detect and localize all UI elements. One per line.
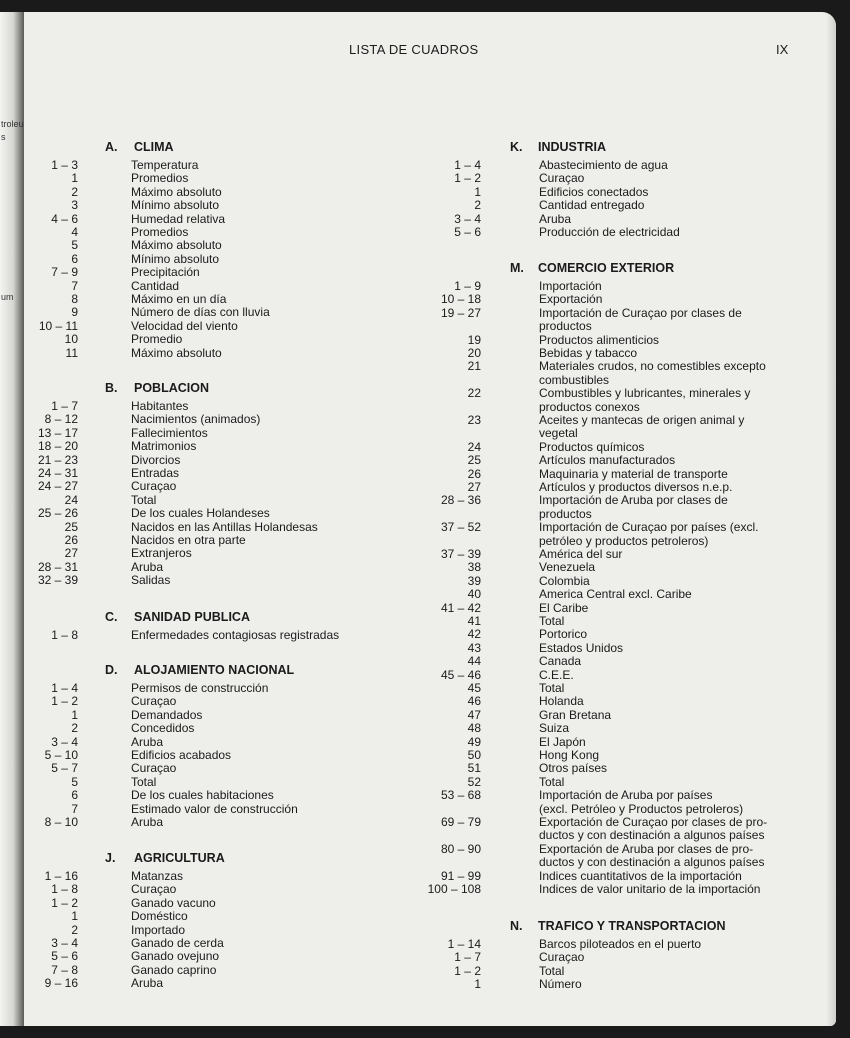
table-number: 8 – 10 — [44, 815, 78, 829]
table-number: 80 – 90 — [440, 841, 481, 856]
entry-label: Fallecimientos — [131, 425, 208, 440]
entry-label: Nacimientos (animados) — [131, 412, 261, 427]
table-number: 5 – 10 — [44, 748, 78, 762]
entry-label: Abastecimiento de agua — [539, 158, 668, 172]
table-number: 8 — [71, 292, 78, 306]
table-number: 37 – 52 — [440, 520, 481, 535]
table-number: 1 – 7 — [454, 950, 481, 965]
section-letter: A. — [105, 140, 118, 154]
entry-label: Permisos de construcción — [131, 681, 269, 695]
entry-label: Máximo absoluto — [131, 184, 222, 199]
entry-label: Aruba — [131, 976, 164, 991]
section-letter: C. — [105, 610, 118, 624]
table-number: 7 — [71, 801, 78, 816]
entry-label: Portorico — [539, 627, 588, 642]
section-letter: J. — [105, 851, 116, 865]
facing-page-fragment: s — [1, 132, 6, 142]
table-number: 24 – 27 — [37, 479, 78, 494]
entry-label: Canada — [539, 654, 582, 669]
entry-label: Concedidos — [131, 721, 195, 736]
table-number: 28 – 31 — [37, 559, 78, 574]
table-number: 39 — [467, 573, 481, 588]
entry-label: Demandados — [131, 707, 203, 722]
entry-label: Aruba — [131, 734, 164, 749]
table-number: 1 – 14 — [447, 937, 481, 951]
entry-label: Cantidad — [131, 278, 180, 293]
table-number: 1 – 4 — [51, 681, 78, 695]
table-number: 26 — [64, 533, 78, 547]
table-number: 5 – 6 — [454, 225, 481, 239]
entry-label-continued: productos — [539, 506, 592, 521]
entry-label: Estimado valor de construcción — [131, 801, 298, 816]
table-number: 9 – 16 — [44, 976, 78, 991]
entry-label: Curaçao — [539, 950, 585, 965]
entry-label: Aruba — [539, 211, 572, 226]
entry-label: Divorcios — [131, 452, 181, 467]
entry-label: Máximo absoluto — [131, 345, 222, 360]
entry-label: Venezuela — [539, 560, 596, 575]
entry-label: Edificios acabados — [131, 748, 232, 762]
table-number: 44 — [467, 654, 481, 669]
entry-label: Exportación de Curaçao por clases de pro- — [539, 815, 768, 829]
entry-label: Total — [539, 614, 565, 628]
entry-label: Maquinaria y material de transporte — [539, 466, 728, 481]
table-number: 22 — [467, 386, 481, 401]
table-number: 2 — [474, 198, 481, 213]
entry-label: Total — [539, 681, 565, 695]
table-number: 5 – 7 — [51, 761, 78, 776]
entry-label: Edificios conectados — [539, 184, 649, 199]
table-number: 45 — [467, 681, 481, 695]
entry-label-continued: combustibles — [539, 372, 610, 387]
entry-label: Cantidad entregado — [539, 198, 645, 213]
table-number: 69 – 79 — [440, 815, 481, 829]
table-number: 100 – 108 — [427, 882, 481, 896]
entry-label: Ganado caprino — [131, 962, 217, 977]
entry-label: Artículos y productos diversos n.e.p. — [539, 480, 733, 494]
entry-label: De los cuales habitaciones — [131, 788, 274, 803]
table-number: 27 — [467, 480, 481, 494]
section-name: AGRICULTURA — [134, 851, 225, 865]
entry-label: Precipitación — [131, 265, 200, 280]
table-number: 10 – 11 — [38, 318, 78, 333]
entry-label: Curaçao — [131, 479, 177, 494]
entry-label: Extranjeros — [131, 546, 192, 561]
table-number: 2 — [71, 922, 78, 937]
table-number: 5 — [71, 774, 78, 789]
entry-label: Aceites y mantecas de origen animal y — [539, 413, 745, 427]
table-number: 3 — [71, 198, 78, 213]
entry-label: De los cuales Holandeses — [131, 506, 270, 521]
table-number: 1 — [71, 707, 78, 722]
entry-label: Enfermedades contagiosas registradas — [131, 628, 340, 642]
section-letter: D. — [105, 663, 118, 677]
table-number: 4 – 6 — [51, 211, 78, 226]
table-number: 1 – 8 — [51, 628, 78, 642]
table-number: 1 — [474, 184, 481, 199]
entry-label: Total — [539, 774, 565, 789]
entry-label: Productos químicos — [539, 439, 645, 454]
table-number: 3 – 4 — [51, 734, 78, 749]
table-number: 6 — [71, 788, 78, 803]
entry-label: Importación — [539, 279, 602, 293]
entry-label-continued: (excl. Petróleo y Productos petroleros) — [539, 801, 744, 816]
entry-label-continued: vegetal — [539, 426, 578, 441]
entry-label: Importación de Curaçao por clases de — [539, 305, 742, 320]
section-name: POBLACION — [134, 381, 209, 395]
table-number: 24 — [64, 492, 78, 507]
table-number: 45 – 46 — [440, 667, 481, 682]
entry-label: Entradas — [131, 466, 180, 480]
entry-label: Ganado ovejuno — [131, 949, 220, 964]
entry-label: Aruba — [131, 559, 164, 574]
section-name: INDUSTRIA — [538, 140, 607, 154]
table-number: 25 — [467, 453, 481, 468]
entry-label: Importado — [131, 922, 186, 937]
table-number: 41 — [467, 614, 481, 628]
entry-label: Ganado de cerda — [131, 936, 224, 950]
table-number: 3 – 4 — [454, 211, 481, 226]
entry-label: Total — [131, 774, 157, 789]
table-number: 1 – 2 — [51, 895, 78, 910]
entry-label: Curaçao — [131, 694, 177, 709]
page-title: LISTA DE CUADROS — [349, 42, 479, 57]
table-number: 51 — [467, 761, 481, 776]
section-letter: K. — [510, 140, 523, 154]
entry-label-continued: petróleo y productos petroleros) — [539, 533, 709, 548]
table-number: 47 — [467, 707, 481, 722]
table-number: 8 – 12 — [44, 412, 78, 427]
entry-label: El Caribe — [539, 600, 589, 615]
table-number: 32 – 39 — [37, 573, 78, 588]
table-number: 41 – 42 — [440, 600, 481, 615]
entry-label: Promedios — [131, 225, 189, 239]
table-number: 7 – 9 — [51, 265, 78, 280]
entry-label: Colombia — [539, 573, 590, 588]
page-edge-shadow — [826, 12, 836, 1026]
entry-label: Barcos piloteados en el puerto — [539, 937, 702, 951]
table-number: 24 — [467, 439, 481, 454]
entry-label: Artículos manufacturados — [539, 453, 676, 468]
table-number: 1 — [71, 171, 78, 186]
table-number: 18 – 20 — [37, 439, 78, 454]
entry-label: Promedio — [131, 332, 183, 347]
table-number: 50 — [467, 748, 481, 762]
entry-label: El Japón — [539, 734, 586, 749]
table-number: 7 — [71, 278, 78, 293]
table-number: 26 — [467, 466, 481, 481]
table-number: 37 – 39 — [440, 547, 481, 561]
table-number: 21 – 23 — [37, 452, 78, 467]
page-number: IX — [776, 42, 789, 57]
table-number: 9 — [71, 305, 78, 320]
entry-label: Importación de Aruba por países — [539, 788, 713, 803]
entry-label: Suiza — [539, 721, 570, 736]
entry-label: Importación de Curaçao por países (excl. — [539, 520, 759, 535]
entry-label-continued: productos — [539, 319, 592, 334]
section-name: SANIDAD PUBLICA — [134, 610, 250, 624]
table-number: 10 — [64, 332, 78, 347]
table-number: 1 – 16 — [44, 869, 78, 883]
entry-label: Otros países — [539, 761, 608, 776]
entry-label: Gran Bretana — [539, 707, 612, 722]
entry-label: Curaçao — [131, 761, 177, 776]
table-number: 27 — [64, 546, 78, 561]
table-number: 38 — [467, 560, 481, 575]
table-number: 19 — [467, 332, 481, 347]
entry-label: Temperatura — [131, 158, 199, 172]
section-name: TRAFICO Y TRANSPORTACION — [538, 919, 726, 933]
facing-page-fragment: troleu — [1, 119, 24, 129]
entry-label: Producción de electricidad — [539, 225, 680, 239]
entry-label: Curaçao — [131, 882, 177, 897]
table-number: 2 — [71, 721, 78, 736]
table-number: 1 — [474, 977, 481, 992]
entry-label: Máximo absoluto — [131, 238, 222, 253]
table-number: 1 – 2 — [454, 963, 481, 978]
entry-label: Curaçao — [539, 171, 585, 186]
table-number: 1 – 8 — [51, 882, 78, 897]
entry-label: Matrimonios — [131, 439, 197, 454]
entry-label: Matanzas — [131, 869, 184, 883]
table-number: 20 — [467, 346, 481, 360]
section-letter: M. — [510, 261, 524, 275]
table-number: 7 – 8 — [51, 962, 78, 977]
entry-label: Aruba — [131, 815, 164, 829]
entry-label: Mínimo absoluto — [131, 251, 220, 266]
entry-label: Ganado vacuno — [131, 895, 216, 910]
table-number: 25 – 26 — [37, 506, 78, 521]
entry-label: Velocidad del viento — [131, 318, 238, 333]
entry-label: Hong Kong — [539, 748, 600, 762]
table-number: 1 – 3 — [51, 158, 78, 172]
entry-label: Exportación — [539, 292, 603, 307]
entry-label: C.E.E. — [539, 667, 574, 682]
entry-label: Número — [539, 977, 582, 992]
entry-label: Humedad relativa — [131, 211, 226, 226]
entry-label: Doméstico — [131, 909, 188, 924]
facing-page-fragment: um — [1, 292, 14, 302]
table-number: 1 – 7 — [51, 399, 78, 413]
entry-label: Total — [131, 492, 157, 507]
entry-label-continued: ductos y con destinación a algunos países — [539, 855, 765, 870]
table-number: 91 – 99 — [440, 868, 481, 883]
entry-label: Nacidos en otra parte — [131, 533, 246, 547]
entry-label: América del sur — [539, 547, 623, 561]
section-letter: B. — [105, 381, 118, 395]
table-number: 13 – 17 — [37, 425, 78, 440]
section-letter: N. — [510, 919, 523, 933]
table-number: 5 — [71, 238, 78, 253]
entry-label: Indices de valor unitario de la importación — [539, 882, 761, 896]
entry-label: Número de días con lluvia — [131, 305, 270, 320]
table-number: 3 – 4 — [51, 936, 78, 950]
table-number: 40 — [467, 587, 481, 602]
table-number: 43 — [467, 640, 481, 655]
entry-label-continued: productos conexos — [539, 399, 640, 414]
table-number: 24 – 31 — [37, 466, 78, 480]
entry-label: Indices cuantitativos de la importación — [539, 868, 742, 883]
entry-label: Habitantes — [131, 399, 189, 413]
table-number: 6 — [71, 251, 78, 266]
table-number: 25 — [64, 519, 78, 534]
entry-label: Estados Unidos — [539, 640, 624, 655]
table-number: 52 — [467, 774, 481, 789]
entry-label: Bebidas y tabacco — [539, 346, 638, 360]
table-number: 48 — [467, 721, 481, 736]
section-name: COMERCIO EXTERIOR — [538, 261, 675, 275]
entry-label: Combustibles y lubricantes, minerales y — [539, 386, 751, 401]
entry-label: Salidas — [131, 573, 171, 588]
entry-label: Mínimo absoluto — [131, 198, 220, 213]
entry-label: Máximo en un día — [131, 292, 227, 306]
table-number: 1 – 2 — [51, 694, 78, 709]
table-number: 1 – 2 — [454, 171, 481, 186]
section-name: CLIMA — [134, 140, 174, 154]
entry-label-continued: ductos y con destinación a algunos países — [539, 828, 765, 843]
table-number: 23 — [467, 413, 481, 427]
entry-label: America Central excl. Caribe — [539, 587, 692, 602]
document-page — [0, 12, 836, 1026]
table-number: 5 – 6 — [51, 949, 78, 964]
entry-label: Importación de Aruba por clases de — [539, 493, 728, 508]
table-number: 28 – 36 — [440, 493, 481, 508]
entry-label: Exportación de Aruba por clases de pro- — [539, 841, 754, 856]
table-number: 46 — [467, 694, 481, 709]
table-number: 53 – 68 — [440, 788, 481, 803]
entry-label: Holanda — [539, 694, 584, 709]
entry-label: Promedios — [131, 171, 189, 186]
table-number: 1 – 4 — [454, 158, 481, 172]
entry-label: Total — [539, 963, 565, 978]
table-number: 10 – 18 — [440, 292, 481, 307]
table-number: 42 — [467, 627, 481, 642]
table-number: 19 – 27 — [440, 305, 481, 320]
section-name: ALOJAMIENTO NACIONAL — [134, 663, 295, 677]
entry-label: Materiales crudos, no comestibles excepto — [539, 359, 766, 374]
table-number: 1 — [71, 909, 78, 924]
table-number: 11 — [65, 345, 78, 360]
table-number: 2 — [71, 184, 78, 199]
table-number: 1 – 9 — [454, 279, 481, 293]
table-number: 49 — [467, 734, 481, 749]
table-number: 21 — [467, 359, 481, 374]
entry-label: Productos alimenticios — [539, 332, 660, 347]
entry-label: Nacidos en las Antillas Holandesas — [131, 519, 318, 534]
table-number: 4 — [71, 225, 78, 239]
